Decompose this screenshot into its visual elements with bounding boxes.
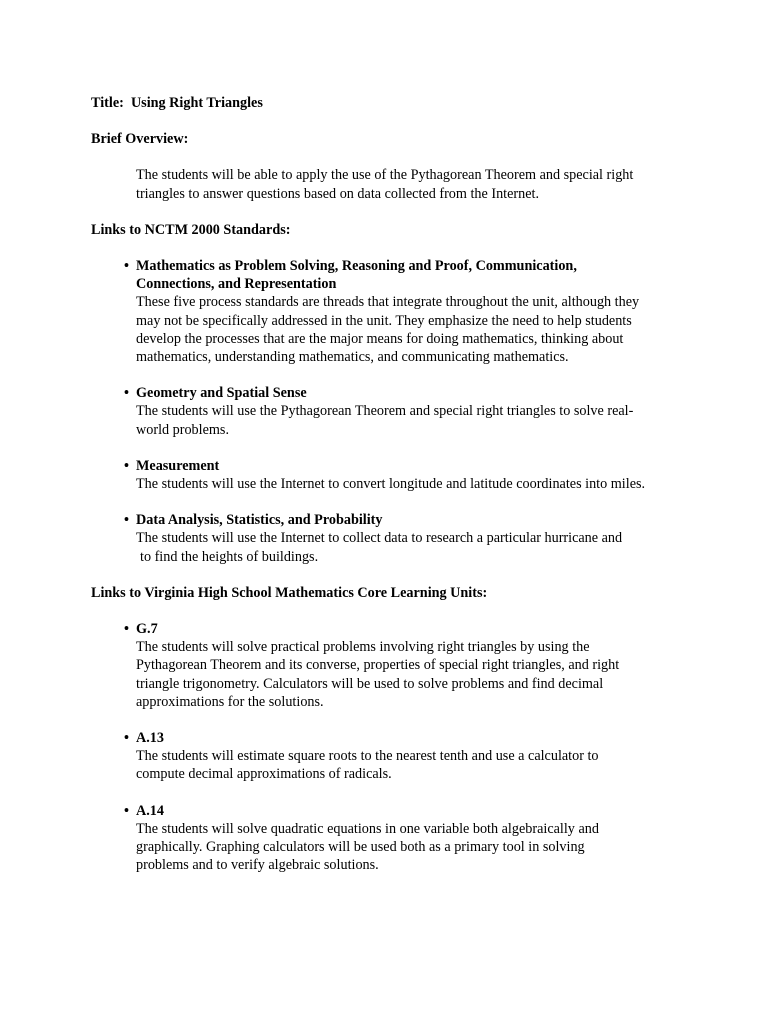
bullet-icon: • — [124, 512, 129, 529]
item-title: • A.13 — [124, 730, 164, 747]
virginia-heading: Links to Virginia High School Mathematics Core Learning Units: — [91, 584, 488, 601]
bullet-icon: • — [124, 802, 129, 819]
overview-heading: Brief Overview: — [91, 131, 189, 148]
list-item — [124, 729, 691, 784]
list-item — [124, 457, 691, 493]
item-title: • A.14 — [124, 802, 164, 819]
item-title: • Geometry and Spatial Sense — [124, 385, 307, 402]
document-title — [91, 94, 691, 112]
title-text: Using Right Triangles — [130, 95, 263, 111]
list-item — [124, 620, 691, 711]
item-body: The students will use the Internet to convert longitude and latitude coordinates into miles. — [136, 476, 646, 493]
bullet-icon: • — [124, 730, 129, 747]
item-title: • Measurement — [124, 457, 220, 474]
item-body: These five process standards are threads that integrate throughout the unit, although they may not be specifically addressed in the unit. They emphasize the need to help students develop the processes that are the major means for doing mathematics, thinking about mathematics, understanding mathematics, and communicating mathematics. — [136, 294, 640, 366]
item-title: • G.7 — [124, 621, 158, 638]
item-title: • Data Analysis, Statistics, and Probability — [124, 512, 383, 529]
bullet-icon: • — [124, 385, 129, 402]
bullet-icon: • — [124, 457, 129, 474]
document-page — [91, 94, 691, 875]
overview-body — [136, 166, 681, 202]
item-body: The students will use the Internet to collect data to research a particular hurricane and to find the heights of buildings. — [136, 530, 623, 565]
item-body: The students will solve practical problems involving right triangles by using the Pythagorean Theorem and its converse, properties of special right triangles, and right triangle trigonometry. Calculators will be used to solve problems and find decimal approximations for the solutions. — [136, 639, 620, 710]
bullet-icon: • — [124, 621, 129, 638]
list-item — [124, 511, 691, 566]
item-body: The students will estimate square roots to the nearest tenth and use a calculator to compute decimal approximations of radicals. — [136, 748, 599, 783]
bullet-icon: • — [124, 258, 129, 275]
list-item — [124, 802, 691, 875]
virginia-units-list — [124, 620, 691, 874]
overview-line: The students will be able to apply the use of the Pythagorean Theorem and special right — [136, 167, 634, 184]
item-title-continued: Connections, and Representation — [136, 276, 337, 293]
overview-line: triangles to answer questions based on data collected from the Internet. — [136, 185, 540, 202]
nctm-standards-list — [124, 257, 691, 566]
item-title: • Mathematics as Problem Solving, Reasoning and Proof, Communication, — [124, 258, 577, 275]
item-body: The students will solve quadratic equations in one variable both algebraically and graphically. Graphing calculators will be used both as a primary tool in solving problems and to verify algebraic solutions. — [136, 820, 599, 874]
item-body: The students will use the Pythagorean Theorem and special right triangles to solve real- world problems. — [136, 403, 634, 438]
title-label: Title: — [91, 95, 124, 111]
nctm-heading: Links to NCTM 2000 Standards: — [91, 221, 291, 238]
list-item — [124, 384, 691, 439]
list-item — [124, 257, 691, 366]
